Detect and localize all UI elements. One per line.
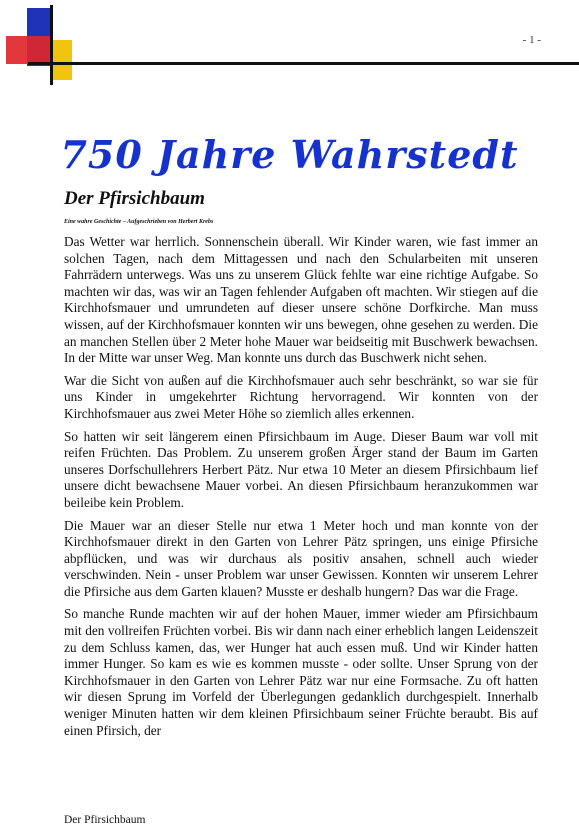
story-title: Der Pfirsichbaum (64, 188, 205, 209)
story-subtitle: Eine wahre Geschichte – Aufgeschrieben von Herbert Krebs (64, 219, 214, 225)
header-logo (0, 0, 110, 90)
header-rule (28, 62, 579, 65)
paragraph: Das Wetter war herrlich. Sonnenschein überall. Wir Kinder waren, wie fast immer an solchen Tagen, nach dem Mittagessen und nach den Schularbeiten mit unseren Fahrrädern unterwegs. Was uns zu unserem Glück fehlte war eine richtige Aufgabe. So machten wir das, was wir an Tagen fehlender Aufgaben oft machten. Wir stiegen auf die Kirchhofsmauer und umrundeten auf dieser unsere schöne Dorfkirche. Man muss wissen, auf der Kirchhofsmauer konnten wir uns bewegen, ohne gesehen zu werden. Die an manchen Stellen über 2 Meter hohe Mauer war beidseitig mit Buschwerk bewachsen. In der Mitte war unser Weg. Man konnte uns durch das Buschwerk nicht sehen. (64, 234, 538, 366)
logo-red-block (6, 36, 50, 64)
story-body (64, 234, 538, 745)
page-title: 750 Jahre Wahrstedt (60, 132, 519, 177)
paragraph: War die Sicht von außen auf die Kirchhofsmauer auch sehr beschränkt, so war sie für uns Kinder in umgekehrter Richtung hervorragend. Wir konnten von der Kirchhofsmauer aus zwei Meter Höhe so ziemlich alles erkennen. (64, 372, 538, 421)
paragraph: So hatten wir seit längerem einen Pfirsichbaum im Auge. Dieser Baum war voll mit reifen Früchten. Das Problem. Zu unserem großen Ärger stand der Baum im Garten unseres Dorfschullehrers Herbert Pätz. Nur etwa 10 Meter an diesem Pfirsichbaum lief unsere dicht bewachsene Mauer vorbei. An diesen Pfirsichbaum heranzukommen war beileibe kein Problem. (64, 428, 538, 510)
logo-yellow-block (50, 40, 72, 80)
page-number: - 1 - (522, 34, 541, 46)
paragraph: Die Mauer war an dieser Stelle nur etwa 1 Meter hoch und man konnte von der Kirchhofsmauer direkt in den Garten von Lehrer Pätz springen, uns einige Pfirsiche abpflücken, und was wir durchaus als positiv ansahen, schnell auch wieder verschwinden. Nein - unser Problem war unser Gewissen. Konnten wir unserem Lehrer die Pfirsiche aus dem Garten klauen? Musste er deshalb hungern? Das war die Frage. (64, 517, 538, 599)
logo-vertical-line (50, 5, 53, 85)
page-footer: Der Pfirsichbaum (64, 814, 146, 826)
paragraph: So manche Runde machten wir auf der hohen Mauer, immer wieder am Pfirsichbaum mit den vollreifen Früchten vorbei. Bis wir dann nach einer erheblich langen Leidenszeit zu dem Schluss kamen, das, wer Hunger hat auch essen muß. Und wir Kinder hatten immer Hunger. So kam es wie es kommen musste - oder sollte. Unser Sprung von der Kirchhofsmauer in den Garten von Lehrer Pätz war nur eine Formsache. Zu oft hatten wir diesen Sprung im Vorfeld der Überlegungen gedanklich durchgespielt. Innerhalb weniger Minuten hatten wir dem kleinen Pfirsichbaum seiner Früchte beraubt. Bis auf einen Pfirsich, der (64, 606, 538, 738)
